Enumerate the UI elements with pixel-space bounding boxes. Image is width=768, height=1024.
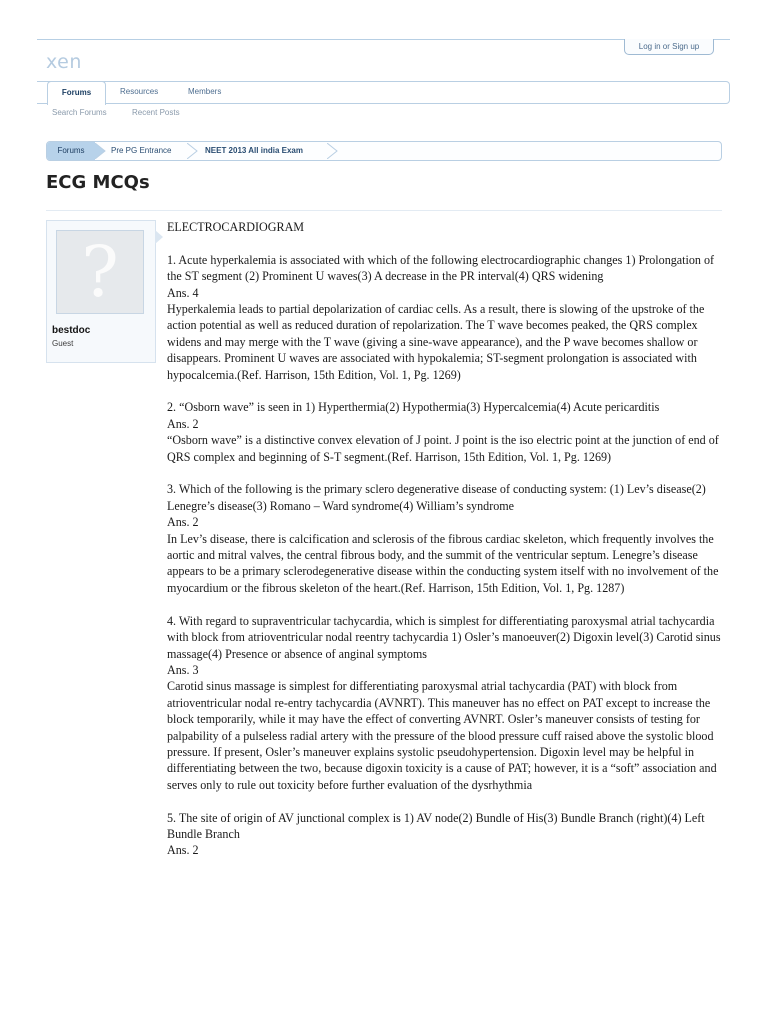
search-forums-link[interactable]: Search Forums — [52, 108, 107, 117]
breadcrumb-pre-pg-entrance[interactable]: Pre PG Entrance — [111, 146, 172, 155]
message-paragraph: 1. Acute hyperkalemia is associated with which of the following electrocardiographic changes 1) Prolongation of the ST segment (2) Prominent U waves(3) A decrease in the PR interval(4) QRS widening — [167, 252, 715, 284]
message-paragraph: 4. With regard to supraventricular tachycardia, which is simplest for differentiating paroxysmal atrial tachycardia with block from atrioventricular nodal reentry tachycardia 1) Osler’s manoeuver(2) Digoxin level(3) Carotid sinus massage(4) Presence or absence of anginal symptoms — [167, 613, 721, 661]
user-info-card — [46, 220, 156, 363]
page-title: ECG MCQs — [46, 172, 150, 193]
paragraph-gap — [167, 596, 721, 612]
chevron-right-icon — [95, 143, 107, 159]
user-title: Guest — [52, 339, 74, 348]
message-paragraph: “Osborn wave” is a distinctive convex elevation of J point. J point is the iso electric point at the junction of end of QRS complex and beginning of S-T segment.(Ref. Harrison, 15th Edition, Vol. 1, Pg. 1269) — [167, 433, 719, 464]
login-signup-button[interactable]: Log in or Sign up — [624, 39, 714, 55]
message-paragraph: Ans. 3 — [167, 662, 199, 677]
message-pointer-arrow — [155, 230, 163, 244]
chevron-right-icon — [327, 143, 339, 159]
recent-posts-link[interactable]: Recent Posts — [132, 108, 180, 117]
message-paragraph: Carotid sinus massage is simplest for differentiating paroxysmal atrial tachycardia (PAT) with block from atrioventricular nodal re-entry tachycardia (AVNRT). This maneuver has no effect on PAT except to increase the block temporarily, while it may have the effect of converting AVNRT. Osler’s maneuver consists of testing for palpability of a pulseless radial artery with the pressure of the blood pressure cuff raised above the systolic blood pressure. If present, Osler’s maneuver explains systolic pseudohypertension. Digoxin level may be helpful in differentiating between the two, because digoxin toxicity is a cause of PAT; however, it is a “soft” association and serves only to rule out toxicity before further evaluation of the dysrhythmia — [167, 679, 717, 792]
tab-resources[interactable]: Resources — [120, 87, 159, 96]
avatar[interactable] — [56, 230, 144, 314]
main-navigation — [37, 81, 730, 104]
username-link[interactable]: bestdoc — [52, 325, 91, 336]
tab-members[interactable]: Members — [188, 87, 222, 96]
breadcrumb-forums[interactable]: Forums — [47, 142, 95, 160]
default-avatar-icon: ? — [81, 231, 119, 313]
paragraph-gap — [167, 465, 721, 481]
message-paragraph: 3. Which of the following is the primary sclero degenerative disease of conducting system: (1) Lev’s disease(2) Lenegre’s disease(3) Romano – Ward syndrome(4) William’s syndrome — [167, 482, 706, 513]
site-logo[interactable]: xen — [46, 51, 82, 73]
message-paragraph: Hyperkalemia leads to partial depolarization of cardiac cells. As a result, there is slowing of the upstroke of the action potential as well as reduced duration of repolarization. The T wave becomes peaked, the QRS complex widens and may merge with the T wave (giving a sine-wave appearance), and the P wave becomes shallow or disappears. Prominent U waves are associated with hypokalemia; ST-segment prolongation is associated with hypocalcemia.(Ref. Harrison, 15th Edition, Vol. 1, Pg. 1269) — [167, 302, 705, 382]
chevron-right-icon — [187, 143, 199, 159]
message-paragraph: Ans. 2 — [167, 843, 199, 858]
breadcrumb-neet-2013[interactable]: NEET 2013 All india Exam — [205, 146, 303, 155]
title-divider — [46, 210, 722, 211]
message-paragraph: 2. “Osborn wave” is seen in 1) Hyperthermia(2) Hypothermia(3) Hypercalcemia(4) Acute pericarditis — [167, 400, 660, 415]
message-content — [167, 219, 721, 859]
message-paragraph: Ans. 2 — [167, 515, 199, 530]
message-paragraph: In Lev’s disease, there is calcification and sclerosis of the fibrous cardiac skeleton, which frequently involves the aortic and mitral valves, the central fibrous body, and the summit of the ventricular septum. Lenegre’s disease appears to be a primary sclerodegenerative disease within the conducting system itself with no involvement of the myocardium or the fibrous skeleton of the heart.(Ref. Harrison, 15th Edition, Vol. 1, Pg. 1287) — [167, 531, 719, 595]
paragraph-gap — [167, 383, 721, 399]
message-paragraph: Ans. 4 — [167, 285, 199, 300]
paragraph-gap — [167, 793, 721, 809]
breadcrumb — [46, 141, 722, 161]
paragraph-gap — [167, 235, 721, 251]
message-paragraph: Ans. 2 — [167, 416, 199, 431]
message-paragraph: ELECTROCARDIOGRAM — [167, 220, 305, 234]
message-paragraph: 5. The site of origin of AV junctional complex is 1) AV node(2) Bundle of His(3) Bundle Branch (right)(4) Left Bundle Branch — [167, 810, 705, 841]
tab-forums[interactable]: Forums — [47, 81, 106, 105]
